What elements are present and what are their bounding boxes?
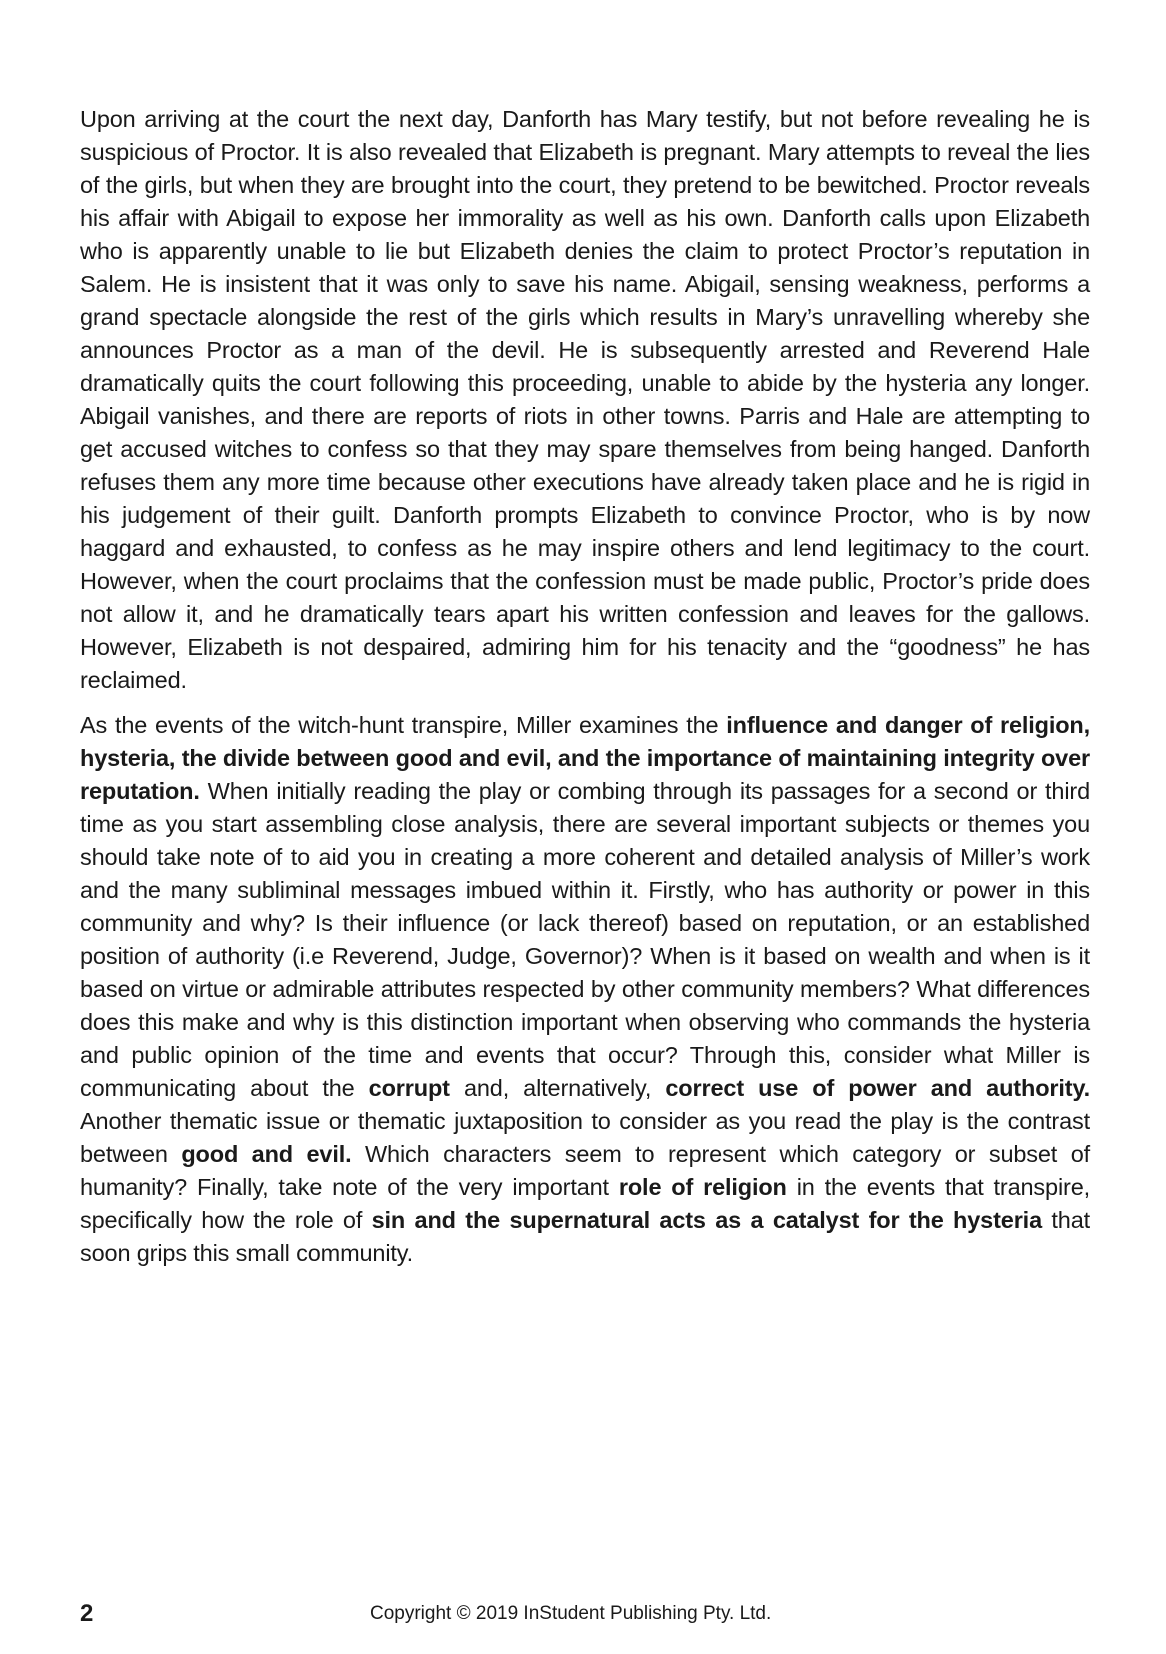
page-number: 2 bbox=[80, 1600, 94, 1627]
bold-text-run: good and evil. bbox=[181, 1141, 352, 1167]
text-run: As the events of the witch-hunt transpire, Miller examines the bbox=[80, 712, 727, 738]
text-run: and, alternatively, bbox=[449, 1075, 666, 1101]
body-text bbox=[80, 103, 1090, 1270]
text-run: in the events that transpire, specifically how the role of bbox=[80, 1174, 1090, 1233]
page-footer bbox=[80, 1600, 1090, 1632]
bold-text-run: role of religion bbox=[618, 1174, 787, 1200]
text-run: Which characters seem to represent which category or subset of humanity? Finally, take note of the very important bbox=[80, 1141, 1090, 1200]
text-run: that soon grips this small community. bbox=[80, 1207, 1091, 1266]
text-run: When initially reading the play or combing through its passages for a second or third time as you start assembling close analysis, there are several important subjects or themes you should take note of to aid you in creating a more coherent and detailed analysis of Miller’s work and the many subliminal messages imbued within it. Firstly, who has authority or power in this community and why? Is their influence (or lack thereof) based on reputation, or an established position of authority (i.e Reverend, Judge, Governor)? When is it based on wealth and when is it based on virtue or admirable attributes respected by other community members? What differences does this make and why is this distinction important when observing who commands the hysteria and public opinion of the time and events that occur? Through this, consider what Miller is communicating about the bbox=[80, 778, 1090, 1101]
paragraph bbox=[80, 709, 1090, 1270]
copyright-notice: Copyright © 2019 InStudent Publishing Pty. Ltd. bbox=[370, 1603, 772, 1624]
paragraph bbox=[80, 103, 1090, 697]
text-run: Another thematic issue or thematic juxtaposition to consider as you read the play is the contrast between bbox=[80, 1108, 1090, 1167]
bold-text-run: influence and danger of religion, hysteria, the divide between good and evil, and the importance of maintaining integrity over reputation. bbox=[80, 712, 1090, 804]
text-run: Upon arriving at the court the next day, Danforth has Mary testify, but not before revealing he is suspicious of Proctor. It is also revealed that Elizabeth is pregnant. Mary attempts to reveal the lies of the girls, but when they are brought into the court, they pretend to be bewitched. Proctor reveals his affair with Abigail to expose her immorality as well as his own. Danforth calls upon Elizabeth who is apparently unable to lie but Elizabeth denies the claim to protect Proctor’s reputation in Salem. He is insistent that it was only to save his name. Abigail, sensing weakness, performs a grand spectacle alongside the rest of the girls which results in Mary’s unravelling whereby she announces Proctor as a man of the devil. He is subsequently arrested and Reverend Hale dramatically quits the court following this proceeding, unable to abide by the hysteria any longer. Abigail vanishes, and there are reports of riots in other towns. Parris and Hale are attempting to get accused witches to confess so that they may spare themselves from being hanged. Danforth refuses them any more time because other executions have already taken place and he is rigid in his judgement of their guilt. Danforth prompts Elizabeth to convince Proctor, who is by now haggard and exhausted, to confess as he may inspire others and lend legitimacy to the court. However, when the court proclaims that the confession must be made public, Proctor’s pride does not allow it, and he dramatically tears apart his written confession and leaves for the gallows. However, Elizabeth is not despaired, admiring him for his tenacity and the “goodness” he has reclaimed. bbox=[80, 106, 1090, 693]
bold-text-run: corrupt bbox=[368, 1075, 450, 1101]
bold-text-run: sin and the supernatural acts as a catalyst for the hysteria bbox=[371, 1207, 1042, 1233]
bold-text-run: correct use of power and authority. bbox=[665, 1075, 1091, 1101]
